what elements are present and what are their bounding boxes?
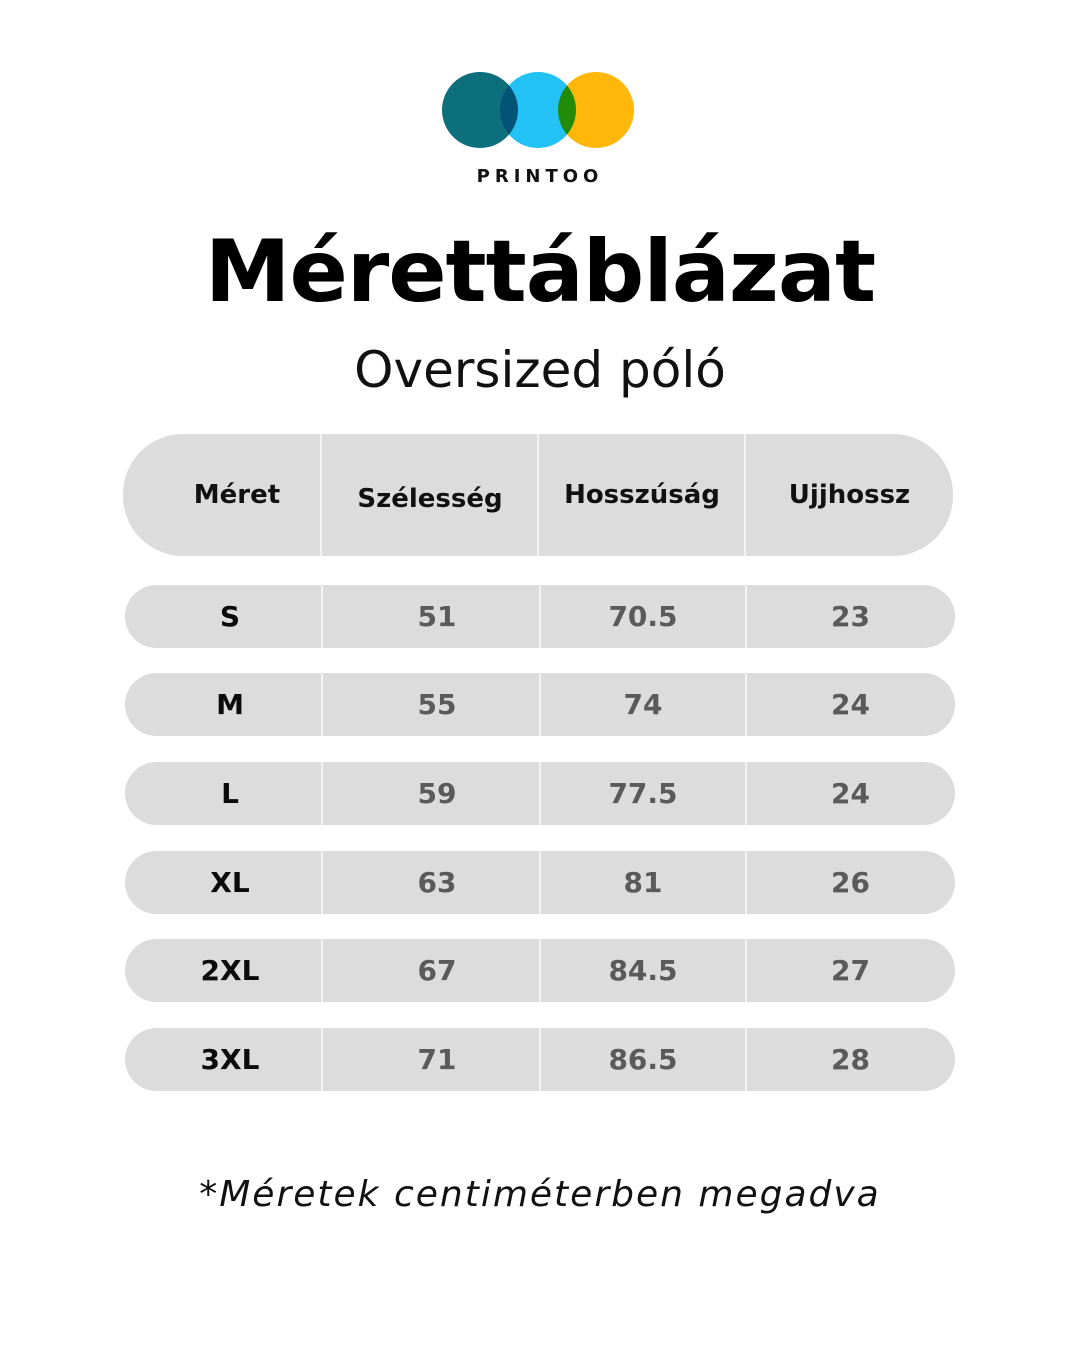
cell-width: 55 xyxy=(417,688,457,721)
column-divider xyxy=(745,939,747,1002)
column-divider xyxy=(539,585,541,648)
column-divider xyxy=(321,673,323,736)
table-row xyxy=(125,762,955,825)
cell-width: 63 xyxy=(417,866,457,899)
cell-width: 59 xyxy=(417,777,457,810)
cell-size: L xyxy=(221,777,239,810)
cell-sleeve: 24 xyxy=(831,688,870,721)
cell-length: 77.5 xyxy=(608,777,678,810)
cell-size: S xyxy=(219,600,241,633)
column-divider xyxy=(539,1028,541,1091)
page-title: Mérettáblázat xyxy=(204,222,876,322)
column-divider xyxy=(539,851,541,914)
column-divider xyxy=(321,585,323,648)
table-row xyxy=(125,851,955,914)
cell-length: 84.5 xyxy=(608,954,678,987)
cell-length: 70.5 xyxy=(608,600,678,633)
table-row xyxy=(125,939,955,1002)
column-divider xyxy=(539,939,541,1002)
column-divider xyxy=(321,762,323,825)
table-row xyxy=(125,1028,955,1091)
cell-length: 81 xyxy=(623,866,663,899)
cell-width: 71 xyxy=(417,1043,457,1076)
column-divider xyxy=(539,762,541,825)
brand-name: PRINTOO xyxy=(476,166,604,187)
cell-width: 51 xyxy=(417,600,457,633)
cell-sleeve: 28 xyxy=(831,1043,870,1076)
column-divider xyxy=(321,851,323,914)
column-divider xyxy=(321,939,323,1002)
page-subtitle: Oversized póló xyxy=(354,341,726,399)
footnote: *Méretek centiméterben megadva xyxy=(199,1174,881,1215)
column-divider xyxy=(745,673,747,736)
header-cell-length: Hosszúság xyxy=(564,480,720,510)
header-cell-size: Méret xyxy=(193,480,281,510)
header-cell-sleeve: Ujjhossz xyxy=(788,480,911,510)
cell-sleeve: 26 xyxy=(831,866,870,899)
cell-size: 3XL xyxy=(200,1043,260,1076)
header-cell-width: Szélesség xyxy=(357,484,503,514)
cell-length: 74 xyxy=(623,688,663,721)
cell-size: 2XL xyxy=(200,954,260,987)
cell-sleeve: 23 xyxy=(831,600,870,633)
cell-length: 86.5 xyxy=(608,1043,678,1076)
column-divider xyxy=(539,673,541,736)
cell-size: M xyxy=(216,688,244,721)
cell-width: 67 xyxy=(417,954,457,987)
column-divider xyxy=(745,762,747,825)
column-divider xyxy=(745,851,747,914)
column-divider xyxy=(745,585,747,648)
cell-sleeve: 27 xyxy=(831,954,870,987)
table-row xyxy=(125,585,955,648)
table-row xyxy=(125,673,955,736)
cell-size: XL xyxy=(210,866,250,899)
cell-sleeve: 24 xyxy=(831,777,870,810)
column-divider xyxy=(321,1028,323,1091)
table-header-row xyxy=(123,434,953,556)
column-divider xyxy=(745,1028,747,1091)
